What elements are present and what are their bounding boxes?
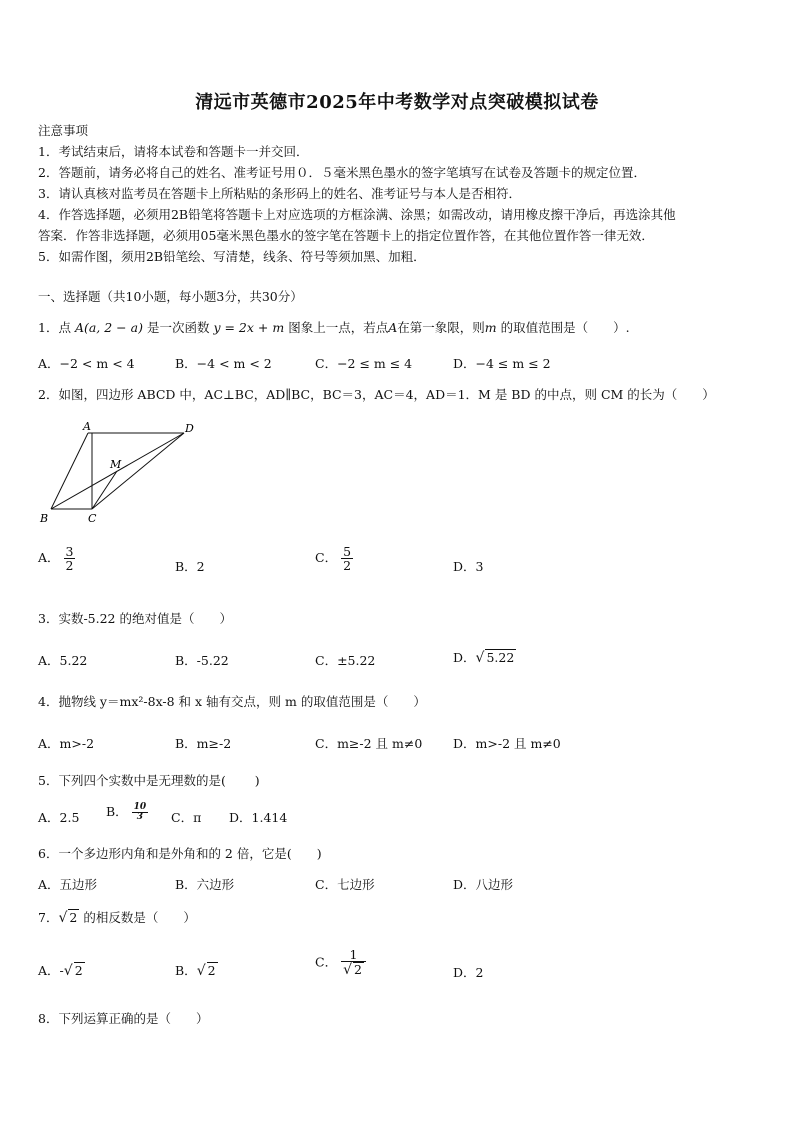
q2-option-c	[315, 545, 353, 572]
denominator	[341, 962, 366, 978]
q4-option-d: D．m>-2 且 m≠0	[453, 736, 561, 751]
q7-option-b	[175, 961, 218, 979]
q1-func: y = 2x + m	[213, 320, 285, 335]
denominator: 2	[343, 558, 352, 574]
numerator: 3	[65, 544, 74, 559]
note-item-4-cont: 答案．作答非选择题，必须用05毫米黑色墨水的签字笔在答题卡上的指定位置作答，在其他位置作答一律无效．	[38, 228, 654, 243]
note-item-2: 2．答题前，请务必将自己的姓名、准考证号用０．５毫米黑色墨水的签字笔填写在试卷及答题卡的规定位置．	[38, 165, 646, 180]
denominator: 2	[65, 558, 74, 574]
quadrilateral-figure	[38, 416, 208, 528]
denominator: 3	[136, 812, 144, 822]
q1-option-c: C．−2 ≤ m ≤ 4	[315, 356, 413, 371]
q5-option-b	[106, 802, 148, 822]
q6-option-c: C．七边形	[315, 877, 375, 892]
q3-option-a: A．5.22	[38, 653, 88, 668]
q7-option-c-prefix: C．	[315, 954, 338, 970]
sqrt-sign: √	[58, 910, 68, 926]
page-title: 清远市英德市2025年中考数学对点突破模拟试卷	[195, 92, 599, 113]
fraction	[341, 948, 366, 978]
q5-option-c: C．π	[171, 810, 202, 825]
q7-option-b-prefix: B．	[175, 963, 197, 978]
question-3: 3．实数-5.22 的绝对值是（ ）	[38, 611, 232, 626]
radicand: 2	[207, 963, 216, 978]
q1-mid: 是一次函数	[146, 320, 210, 335]
q4-option-a: A．m>-2	[38, 736, 95, 751]
fraction	[132, 803, 149, 823]
q2-option-a-prefix: A．	[38, 550, 60, 566]
q5-option-a: A．2.5	[38, 810, 80, 825]
q1-option-b: B．−4 < m < 2	[175, 356, 272, 371]
segment-cd	[92, 433, 184, 509]
note-item-1: 1．考试结束后，请将本试卷和答题卡一并交回．	[38, 144, 309, 159]
radicand: 5.22	[486, 650, 515, 665]
note-item-3: 3．请认真核对监考员在答题卡上所粘贴的条形码上的姓名、准考证号与本人是否相符．	[38, 186, 521, 201]
q3-option-c: C．±5.22	[315, 653, 376, 668]
sqrt-sign: √	[196, 963, 206, 979]
q2-option-d: D．3	[453, 559, 484, 574]
q3-option-b: B．-5.22	[175, 653, 229, 668]
q2-option-c-prefix: C．	[315, 550, 338, 566]
q5-option-b-prefix: B．	[106, 804, 128, 819]
label-m: M	[110, 458, 122, 471]
label-a: A	[83, 420, 91, 433]
q7-option-a-prefix: A．-	[38, 963, 64, 978]
q2-option-b: B．2	[175, 559, 205, 574]
q1-tail3: 的取值范围是（ ）.	[500, 320, 630, 335]
q4-option-b: B．m≥-2	[175, 736, 232, 751]
q6-option-a: A．五边形	[38, 877, 98, 892]
q4-option-c: C．m≥-2 且 m≠0	[315, 736, 423, 751]
q1-option-d: D．−4 ≤ m ≤ 2	[453, 356, 551, 371]
q1-A: A	[388, 320, 398, 335]
question-4: 4．抛物线 y＝mx²-8x-8 和 x 轴有交点，则 m 的取值范围是（ ）	[38, 694, 426, 709]
numerator: 1	[341, 948, 366, 962]
q7-tail: 的相反数是（ ）	[83, 910, 196, 925]
fraction	[64, 545, 76, 572]
question-7	[38, 908, 196, 926]
label-b: B	[40, 512, 49, 525]
question-2: 2．如图，四边形 ABCD 中，AC⊥BC，AD∥BC，BC＝3，AC＝4，AD＝1．M 是 BD 的中点，则 CM 的长为（ ）	[38, 387, 715, 402]
q3-option-d	[453, 648, 516, 666]
q1-tail1: 图象上一点，若点	[288, 320, 389, 335]
q7-option-d: D．2	[453, 965, 484, 980]
q1-num: 1．点	[38, 320, 71, 335]
fraction	[341, 545, 353, 572]
radicand: 2	[353, 962, 362, 978]
q1-point: A(a, 2 − a)	[74, 320, 143, 335]
radicand: 2	[69, 910, 78, 925]
label-c: C	[88, 512, 97, 525]
q3-option-d-prefix: D．	[453, 650, 476, 665]
question-1	[38, 318, 630, 336]
q6-option-d: D．八边形	[453, 877, 514, 892]
numerator: 5	[343, 544, 352, 559]
question-5: 5．下列四个实数中是无理数的是( )	[38, 773, 260, 788]
q6-option-b: B．六边形	[175, 877, 235, 892]
note-item-5: 5．如需作图，须用2B铅笔绘、写清楚，线条、符号等须加黑、加粗．	[38, 249, 426, 264]
q1-m: m	[484, 320, 497, 335]
sqrt-sign: √	[63, 963, 73, 979]
label-d: D	[185, 422, 194, 435]
sqrt-sign: √	[343, 962, 352, 979]
q1-option-a: A．−2 < m < 4	[38, 356, 135, 371]
numerator: 10	[133, 801, 147, 812]
note-item-4: 4．作答选择题，必须用2B铅笔将答题卡上对应选项的方框涂满、涂黑；如需改动，请用橡皮擦干净后，再选涂其他	[38, 207, 676, 222]
sqrt-sign: √	[475, 650, 485, 666]
notes-heading: 注意事项	[38, 123, 89, 138]
question-8: 8．下列运算正确的是（ ）	[38, 1011, 209, 1026]
q7-option-a	[38, 961, 85, 979]
segment-ab	[51, 433, 88, 509]
radicand: 2	[74, 963, 83, 978]
question-6: 6．一个多边形内角和是外角和的 2 倍，它是( )	[38, 846, 322, 861]
q2-option-a	[38, 545, 75, 572]
segment-bd	[51, 433, 184, 509]
q7-num: 7．	[38, 910, 59, 925]
section-heading: 一、选择题（共10小题，每小题3分，共30分）	[38, 289, 303, 304]
q1-tail2: 在第一象限，则	[397, 320, 485, 335]
q5-option-d: D．1.414	[229, 810, 288, 825]
q7-option-c	[315, 948, 366, 978]
segment-cm	[92, 471, 117, 509]
